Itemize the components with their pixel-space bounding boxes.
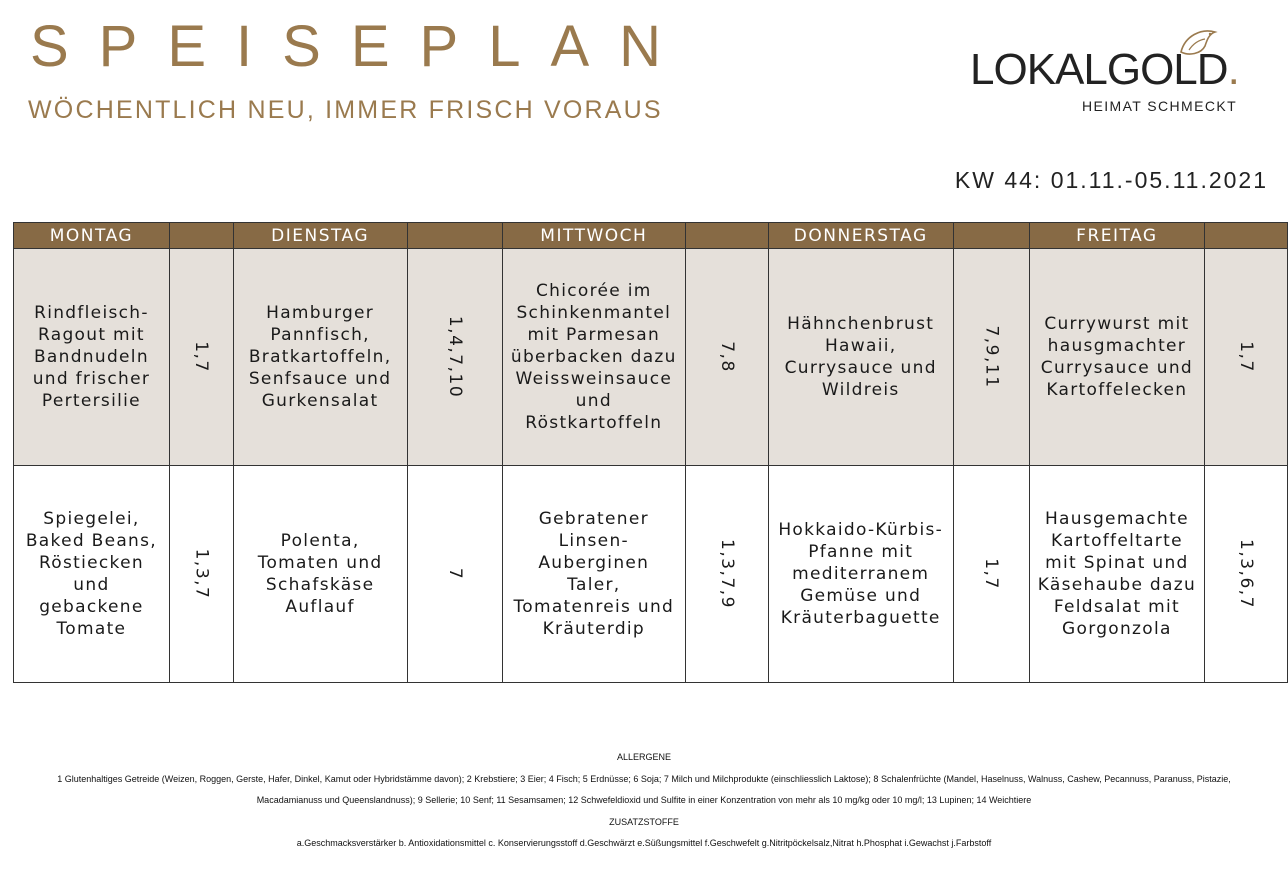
dish-cell: Currywurst mit hausgmachter Currysauce und Kartoffelecken [1029, 249, 1204, 466]
dish-cell: Chicorée im Schinkenmantel mit Parmesan überbacken dazu Weissweinsauce und Röstkartoffeln [502, 249, 685, 466]
allergen-codes: 1,3,7 [191, 548, 212, 600]
allergen-header [407, 223, 502, 249]
logo-tagline: HEIMAT SCHMECKT [1082, 98, 1238, 114]
allergen-codes: 1,7 [1235, 341, 1256, 373]
allergen-codes: 1,3,6,7 [1235, 539, 1256, 609]
dish-cell: Rindfleisch-Ragout mit Bandnudeln und frischer Pertersilie [14, 249, 170, 466]
menu-row-2 [14, 466, 1288, 683]
allergen-cell [169, 466, 233, 683]
day-header-monday: MONTAG [14, 223, 170, 249]
calendar-week: KW 44: 01.11.-05.11.2021 [954, 167, 1268, 193]
allergen-codes: 1,4,7,10 [444, 315, 465, 399]
day-header-thursday: DONNERSTAG [768, 223, 953, 249]
dish-cell: Hokkaido-Kürbis-Pfanne mit mediterranem Gemüse und Kräuterbaguette [768, 466, 953, 683]
allergen-header [1204, 223, 1287, 249]
allergene-title: ALLERGENE [616, 752, 672, 762]
allergen-header [169, 223, 233, 249]
allergen-codes: 7,9,11 [981, 325, 1002, 389]
allergen-cell [685, 466, 768, 683]
allergen-cell [953, 249, 1029, 466]
allergen-cell [407, 249, 502, 466]
allergen-cell [407, 466, 502, 683]
logo-wordmark: LOKALGOLD. [970, 45, 1239, 94]
allergen-cell [169, 249, 233, 466]
day-header-row [14, 223, 1288, 249]
allergen-codes: 1,7 [981, 558, 1002, 590]
zusatzstoffe-list: a.Geschmacksverstärker b. Antioxidationsmittel c. Konservierungsstoff d.Geschwärzt e.Süßungsmittel f.Geschwefelt g.Nitritpöckelsalz,Nitrat h.Phosphat i.Gewachst j.Farbstoff [296, 838, 992, 848]
dish-cell: Hähnchenbrust Hawaii, Currysauce und Wildreis [768, 249, 953, 466]
allergene-list-line-2: Macadamianuss und Queenslandnuss); 9 Sellerie; 10 Senf; 11 Sesamsamen; 12 Schwefeldioxid und Sulfite in einer Konzentration von mehr als 10 mg/kg oder 10 mg/l; 13 Lupinen; 14 Weichtiere [256, 795, 1032, 805]
allergen-cell [1204, 249, 1287, 466]
allergene-list-line-1: 1 Glutenhaltiges Getreide (Weizen, Roggen, Gerste, Hafer, Dinkel, Kamut oder Hybridstämme davon); 2 Krebstiere; 3 Eier; 4 Fisch; 5 Erdnüsse; 6 Soja; 7 Milch und Milchprodukte (einschliesslich Laktose); 8 Schalenfrüchte (Mandel, Haselnuss, Walnuss, Cashew, Pecannuss, Paranuss, Pistazie, [57, 774, 1231, 784]
page-subtitle: WÖCHENTLICH NEU, IMMER FRISCH VORAUS [28, 96, 663, 124]
menu-table [13, 222, 1288, 683]
allergen-cell [1204, 466, 1287, 683]
bird-icon [1175, 22, 1221, 62]
allergen-codes: 1,3,7,9 [716, 539, 737, 609]
day-header-friday: FREITAG [1029, 223, 1204, 249]
day-header-wednesday: MITTWOCH [502, 223, 685, 249]
menu-row-1 [14, 249, 1288, 466]
allergen-codes: 1,7 [191, 341, 212, 373]
allergen-cell [953, 466, 1029, 683]
page-title: SPEISEPLAN [30, 14, 692, 79]
allergen-codes: 7,8 [716, 341, 737, 373]
allergen-codes: 7 [444, 567, 465, 581]
dish-cell: Spiegelei, Baked Beans, Röstiecken und gebackene Tomate [14, 466, 170, 683]
allergen-header [685, 223, 768, 249]
day-header-tuesday: DIENSTAG [233, 223, 407, 249]
dish-cell: Gebratener Linsen-Auberginen Taler, Tomatenreis und Kräuterdip [502, 466, 685, 683]
dish-cell: Hamburger Pannfisch, Bratkartoffeln, Senfsauce und Gurkensalat [233, 249, 407, 466]
dish-cell: Hausgemachte Kartoffeltarte mit Spinat und Käsehaube dazu Feldsalat mit Gorgonzola [1029, 466, 1204, 683]
dish-cell: Polenta, Tomaten und Schafskäse Auflauf [233, 466, 407, 683]
allergen-cell [685, 249, 768, 466]
brand-logo [970, 30, 1250, 120]
zusatzstoffe-title: ZUSATZSTOFFE [609, 817, 679, 827]
allergen-header [953, 223, 1029, 249]
